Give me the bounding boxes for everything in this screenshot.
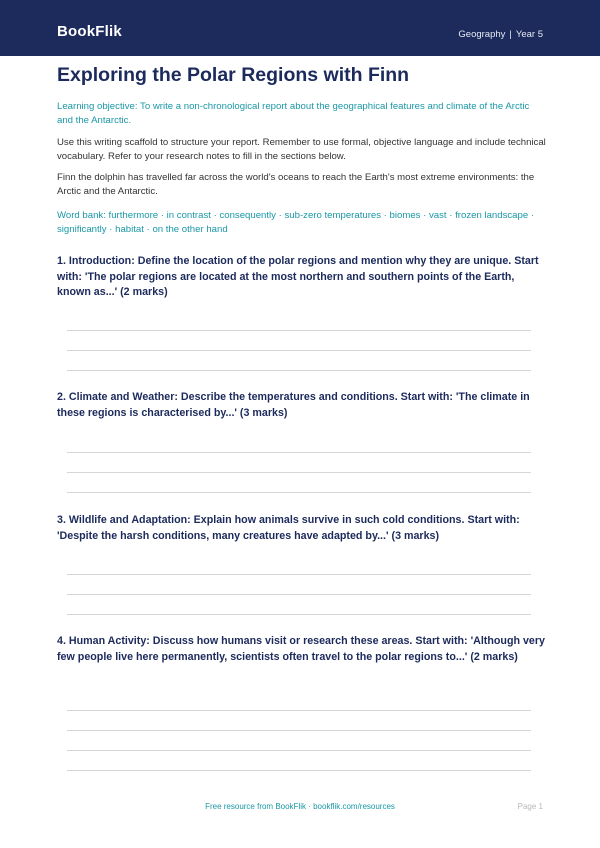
header-meta [458, 29, 543, 40]
question-2: 2. Climate and Weather: Describe the temperatures and conditions. Start with: 'The climate in these regions is characterised by...' (3 marks) [57, 391, 530, 419]
answer-line[interactable] [67, 472, 531, 473]
brand-logo: BookFlik [57, 23, 122, 40]
page-title: Exploring the Polar Regions with Finn [57, 64, 410, 86]
answer-line[interactable] [67, 770, 531, 771]
question-1: 1. Introduction: Define the location of the polar regions and mention why they are unique. Start with: 'The polar regions are located at the most northern and southern points of the Earth, known as...' (2 marks) [57, 255, 539, 298]
instructions-text: Use this writing scaffold to structure your report. Remember to use formal, objective language and include technical vocabulary. Refer to your research notes to fill in the sections below. [57, 137, 546, 162]
answer-line[interactable] [67, 750, 531, 751]
answer-line[interactable] [67, 330, 531, 331]
question-4: 4. Human Activity: Discuss how humans visit or research these areas. Start with: 'Although very few people live here permanently, scientists often travel to the polar regions to...' (2 marks) [57, 635, 545, 663]
story-intro: Finn the dolphin has travelled far across the world's oceans to reach the Earth's most extreme environments: the Arctic and the Antarctic. [57, 172, 535, 197]
subject-label: Geography [458, 29, 506, 40]
answer-line[interactable] [67, 370, 531, 371]
answer-line[interactable] [67, 574, 531, 575]
year-label: Year 5 [515, 29, 543, 40]
answer-line[interactable] [67, 614, 531, 615]
answer-line[interactable] [67, 594, 531, 595]
answer-line[interactable] [67, 710, 531, 711]
answer-line[interactable] [67, 492, 531, 493]
header-bar [0, 0, 600, 56]
page-number: Page 1 [517, 802, 543, 811]
meta-separator: | [509, 29, 512, 40]
word-bank: Word bank: furthermore · in contrast · consequently · sub-zero temperatures · biomes · vast · frozen landscape · significantly · habitat · on the other hand [57, 210, 535, 235]
question-3: 3. Wildlife and Adaptation: Explain how animals survive in such cold conditions. Start with: 'Despite the harsh conditions, many creatures have adapted by...' (3 marks) [57, 514, 520, 542]
answer-line[interactable] [67, 452, 531, 453]
answer-line[interactable] [67, 730, 531, 731]
learning-objective: Learning objective: To write a non-chronological report about the geographical features and climate of the Arctic and the Antarctic. [57, 101, 530, 126]
answer-line[interactable] [67, 350, 531, 351]
footer-link[interactable]: Free resource from BookFlik · bookflik.com/resources [205, 802, 395, 811]
